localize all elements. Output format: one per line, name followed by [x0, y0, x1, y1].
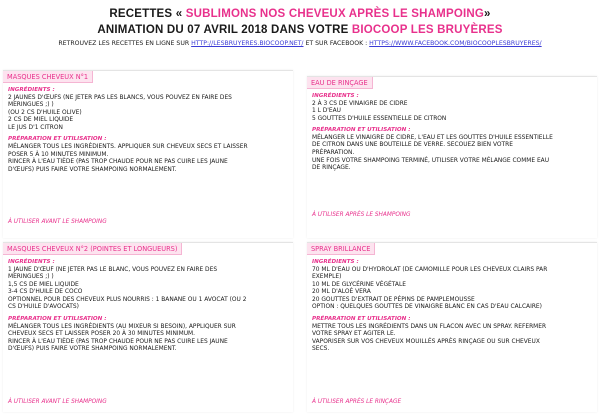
card-title: MASQUES CHEVEUX N°2 (POINTES ET LONGUEURS)	[3, 243, 182, 255]
preparation-line: POSER 5 À 10 MINUTES MINIMUM.	[8, 151, 109, 158]
preparation-line: D'ŒUFS) PUIS FAIRE VOTRE SHAMPOING NORMALEMENT.	[8, 166, 177, 173]
preparation-line: DE RINÇAGE.	[312, 165, 351, 172]
ingredient-line: 3-4 CS D'HUILE DE COCO	[8, 289, 83, 296]
preparation-line: PRÉPARATION.	[312, 149, 355, 156]
header-title	[0, 6, 600, 22]
card-body	[312, 259, 592, 354]
ingredient-line: 1 L D'EAU	[312, 108, 341, 115]
ingredient-line: CS D'HUILE D'AVOCATS)	[8, 304, 79, 311]
ingredient-line: 1 JAUNE D'ŒUF (NE JETER PAS LE BLANC, VOUS POUVEZ EN FAIRE DES	[8, 266, 218, 273]
ingredient-line: 2 CS DE MIEL LIQUIDE	[8, 117, 74, 124]
preparation-line: MÉLANGER TOUS LES INGRÉDIENTS (AU MIXEUR SI BESOIN), APPLIQUER SUR	[8, 323, 236, 330]
title-suffix: »	[484, 8, 491, 20]
recipe-card-masque-2	[3, 242, 293, 412]
header-subtitle	[0, 22, 600, 38]
title-highlight: SUBLIMONS NOS CHEVEUX APRÈS LE SHAMPOING	[185, 8, 485, 20]
title-prefix: RECETTES «	[109, 8, 183, 20]
preparation-label: PRÉPARATION ET UTILISATION :	[8, 316, 107, 323]
recipe-card-masque-1	[3, 70, 293, 238]
facebook-link[interactable]: HTTPS://WWW.FACEBOOK.COM/BIOCOOPLESBRUYERES/	[369, 40, 542, 47]
card-title: SPRAY BRILLANCE	[307, 243, 375, 255]
ingredients-label: INGRÉDIENTS :	[8, 259, 55, 265]
usage-note: À UTILISER AVANT LE SHAMPOING	[8, 399, 107, 405]
header-links-line	[0, 39, 600, 49]
ingredient-line: 20 ML D'ALOÉ VERA	[312, 289, 371, 296]
ingredient-line: MERINGUES ;) )	[8, 274, 54, 281]
preparation-line: RINCER À L'EAU TIÈDE (PAS TROP CHAUDE POUR NE PAS CUIRE LES JAUNE	[8, 159, 228, 166]
ingredient-line: OPTIONNEL POUR DES CHEVEUX PLUS NOURRIS : 1 BANANE OU 1 AVOCAT (OU 2	[8, 296, 247, 303]
preparation-label: PRÉPARATION ET UTILISATION :	[312, 127, 411, 134]
ingredient-line: MERINGUES ;) )	[8, 102, 54, 109]
preparation-line: VOTRE SPRAY ET AGITER LE.	[312, 331, 396, 338]
ingredients-label: INGRÉDIENTS :	[8, 87, 55, 93]
ingredient-line: 1,5 CS DE MIEL LIQUIDE	[8, 281, 79, 288]
page-header	[0, 6, 600, 49]
preparation-line: MÉLANGER TOUS LES INGRÉDIENTS. APPLIQUER SUR CHEVEUX SECS ET LAISSER	[8, 143, 248, 150]
recipe-card-eau-rincage	[307, 76, 597, 238]
preparation-line: VAPORISER SUR VOS CHEVEUX MOUILLÉS APRÈS RINÇAGE OU SUR CHEVEUX	[312, 338, 540, 345]
links-middle: ET SUR FACEBOOK :	[305, 40, 368, 47]
ingredient-line: LE JUS D'1 CITRON	[8, 124, 63, 131]
subtitle-prefix: ANIMATION DU 07 AVRIL 2018 DANS VOTRE	[97, 24, 349, 36]
preparation-label: PRÉPARATION ET UTILISATION :	[8, 136, 107, 143]
card-body	[312, 93, 592, 173]
preparation-line: D'ŒUFS) PUIS FAIRE VOTRE SHAMPOING NORMALEMENT.	[8, 346, 177, 353]
ingredients-label: INGRÉDIENTS :	[312, 259, 359, 265]
ingredient-line: 2 JAUNES D'ŒUFS (NE JETER PAS LES BLANCS, VOUS POUVEZ EN FAIRE DES	[8, 94, 232, 101]
ingredient-line: 70 ML D'EAU OU D'HYDROLAT (DE CAMOMILLE POUR LES CHEVEUX CLAIRS PAR	[312, 266, 548, 273]
ingredient-line: 10 ML DE GLYCÉRINE VÉGÉTALE	[312, 281, 406, 288]
usage-note: À UTILISER AVANT LE SHAMPOING	[8, 219, 107, 225]
ingredient-line: 5 GOUTTES D'HUILE ESSENTIELLE DE CITRON	[312, 115, 447, 122]
card-title: EAU DE RINÇAGE	[307, 77, 373, 89]
usage-note: À UTILISER APRÈS LE RINÇAGE	[312, 399, 402, 405]
ingredient-line: EXEMPLE)	[312, 274, 342, 281]
preparation-line: RINCER À L'EAU TIÈDE (PAS TROP CHAUDE POUR NE PAS CUIRE LES JAUNE	[8, 338, 228, 345]
card-body	[8, 259, 288, 354]
preparation-line: SECS.	[312, 346, 330, 353]
preparation-line: UNE FOIS VOTRE SHAMPOING TERMINÉ, UTILISER VOTRE MÉLANGE COMME EAU	[312, 157, 550, 164]
ingredient-line: OPTION : QUELQUES GOUTTES DE VINAIGRE BLANC EN CAS D'EAU CALCAIRE)	[312, 304, 542, 311]
usage-note: À UTILISER APRÈS LE SHAMPOING	[312, 212, 411, 218]
website-link[interactable]: HTTP://LESBRUYERES.BIOCOOP.NET/	[191, 40, 304, 47]
ingredient-line: 20 GOUTTES D'EXTRAIT DE PÉPINS DE PAMPLEMOUSSE	[312, 296, 475, 303]
links-prefix: RETROUVEZ LES RECETTES EN LIGNE SUR	[58, 40, 190, 47]
preparation-line: MÉLANGER LE VINAIGRE DE CIDRE, L'EAU ET LES GOUTTES D'HUILE ESSENTIELLE	[312, 134, 553, 141]
card-body	[8, 87, 288, 174]
subtitle-highlight: BIOCOOP LES BRUYÈRES	[351, 24, 503, 36]
preparation-line: METTRE TOUS LES INGRÉDIENTS DANS UN FLACON AVEC UN SPRAY. REFERMER	[312, 323, 547, 330]
preparation-line: DE CITRON DANS UNE BOUTEILLE DE VERRE. SECOUEZ BIEN VOTRE	[312, 142, 513, 149]
ingredient-line: (OU 2 CS D'HUILE OLIVE)	[8, 109, 82, 116]
preparation-line: CHEVEUX SECS ET LAISSER POSER 20 À 30 MINUTES MINIMUM.	[8, 331, 195, 338]
ingredients-label: INGRÉDIENTS :	[312, 93, 359, 99]
recipe-card-spray-brillance	[307, 242, 597, 412]
preparation-label: PRÉPARATION ET UTILISATION :	[312, 316, 411, 323]
ingredient-line: 2 À 3 CS DE VINAIGRE DE CIDRE	[312, 100, 408, 107]
card-title: MASQUES CHEVEUX N°1	[3, 71, 93, 83]
